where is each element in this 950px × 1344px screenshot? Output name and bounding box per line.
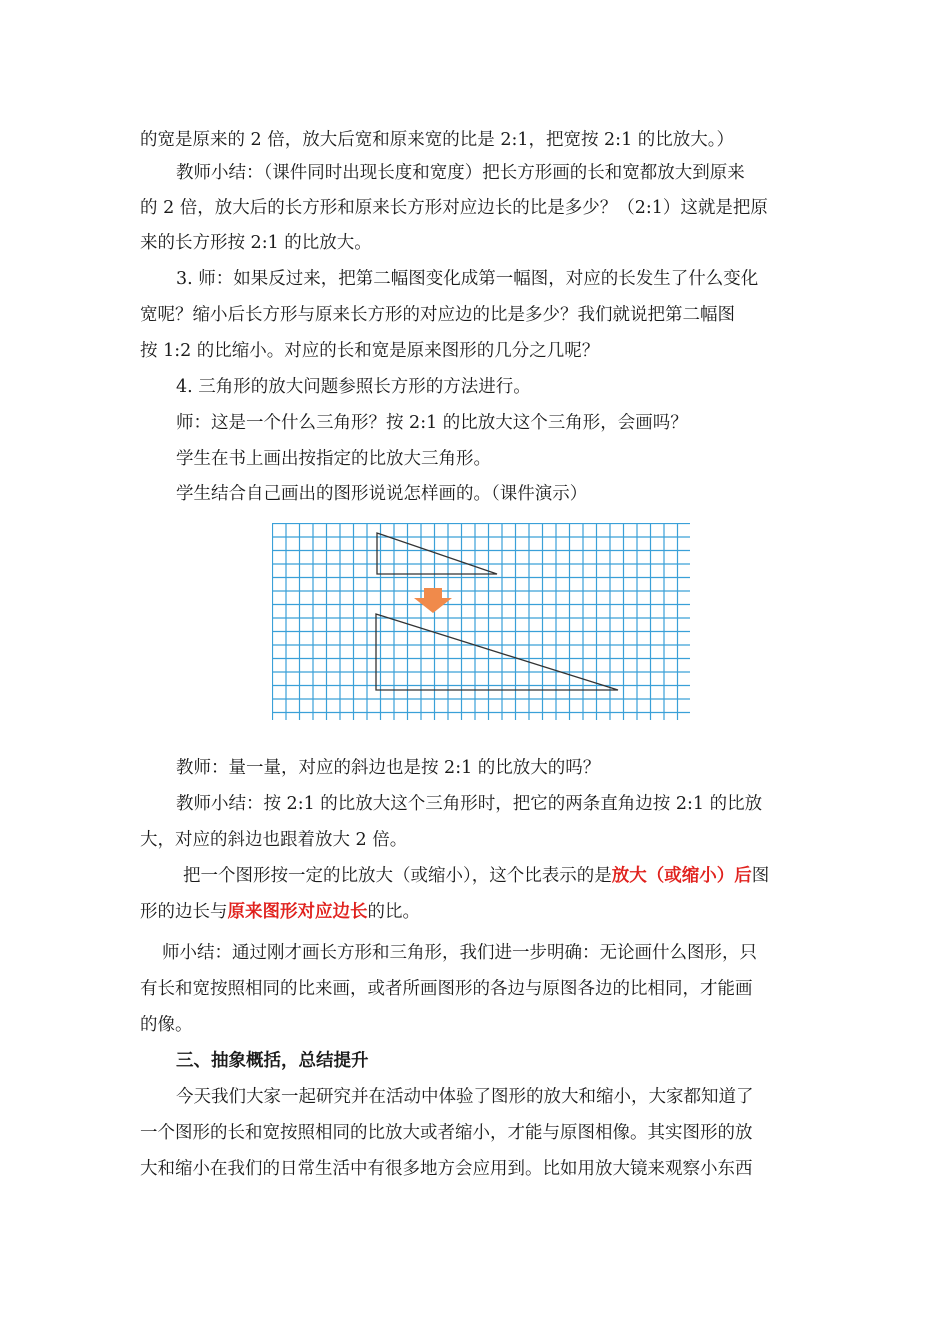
paragraph-line: 一个图形的长和宽按照相同的比放大或者缩小，才能与原图相像。其实图形的放	[140, 1123, 753, 1143]
definition-text: 的比。	[367, 902, 420, 922]
paragraph-line: 大和缩小在我们的日常生活中有很多地方会应用到。比如用放大镜来观察小东西	[140, 1159, 753, 1179]
paragraph-line: 的宽是原来的 2 倍，放大后宽和原来宽的比是 2:1，把宽按 2:1 的比放大。）	[140, 130, 735, 150]
paragraph-line: 学生结合自己画出的图形说说怎样画的。（课件演示）	[176, 484, 588, 504]
paragraph-line: 4. 三角形的放大问题参照长方形的方法进行。	[176, 377, 531, 397]
highlight-text: 原来图形对应边长	[227, 902, 368, 922]
paragraph-line: 大，对应的斜边也跟着放大 2 倍。	[140, 830, 408, 850]
highlight-text: 放大（或缩小）后	[611, 866, 752, 886]
triangle-enlargement-figure	[272, 523, 690, 720]
small-triangle	[377, 533, 497, 574]
definition-line	[183, 865, 769, 887]
paragraph-line: 今天我们大家一起研究并在活动中体验了图形的放大和缩小，大家都知道了	[176, 1087, 754, 1107]
paragraph-line: 教师小结：按 2:1 的比放大这个三角形时，把它的两条直角边按 2:1 的比放	[176, 794, 763, 814]
definition-text: 把一个图形按一定的比放大（或缩小），这个比表示的是	[183, 866, 612, 886]
definition-text: 图	[751, 866, 770, 886]
paragraph-line: 有长和宽按照相同的比来画，或者所画图形的各边与原图各边的比相同，才能画	[140, 979, 753, 999]
paragraph-line: 师小结：通过刚才画长方形和三角形，我们进一步明确：无论画什么图形，只	[162, 943, 757, 963]
definition-line	[140, 901, 420, 923]
paragraph-line: 教师小结：（课件同时出现长度和宽度）把长方形画的长和宽都放大到原来	[176, 163, 745, 183]
section-heading: 三、抽象概括，总结提升	[176, 1051, 369, 1071]
paragraph-line: 学生在书上画出按指定的比放大三角形。	[176, 449, 491, 469]
paragraph-line: 3. 师：如果反过来，把第二幅图变化成第一幅图，对应的长发生了什么变化	[176, 269, 759, 289]
paragraph-line: 师：这是一个什么三角形？按 2:1 的比放大这个三角形，会画吗？	[176, 413, 688, 433]
paragraph-line: 教师：量一量，对应的斜边也是按 2:1 的比放大的吗？	[176, 758, 601, 778]
large-triangle	[376, 614, 618, 690]
paragraph-line: 宽呢？缩小后长方形与原来长方形的对应边的比是多少？我们就说把第二幅图	[140, 305, 735, 325]
paragraph-line: 按 1:2 的比缩小。对应的长和宽是原来图形的几分之几呢？	[140, 341, 600, 361]
down-arrow-icon	[414, 588, 452, 613]
paragraph-line: 来的长方形按 2:1 的比放大。	[140, 233, 372, 253]
paragraph-line: 的像。	[140, 1015, 193, 1035]
definition-text: 形的边长与	[140, 902, 228, 922]
paragraph-line: 的 2 倍，放大后的长方形和原来长方形对应边长的比是多少？（2:1）这就是把原	[140, 198, 768, 218]
